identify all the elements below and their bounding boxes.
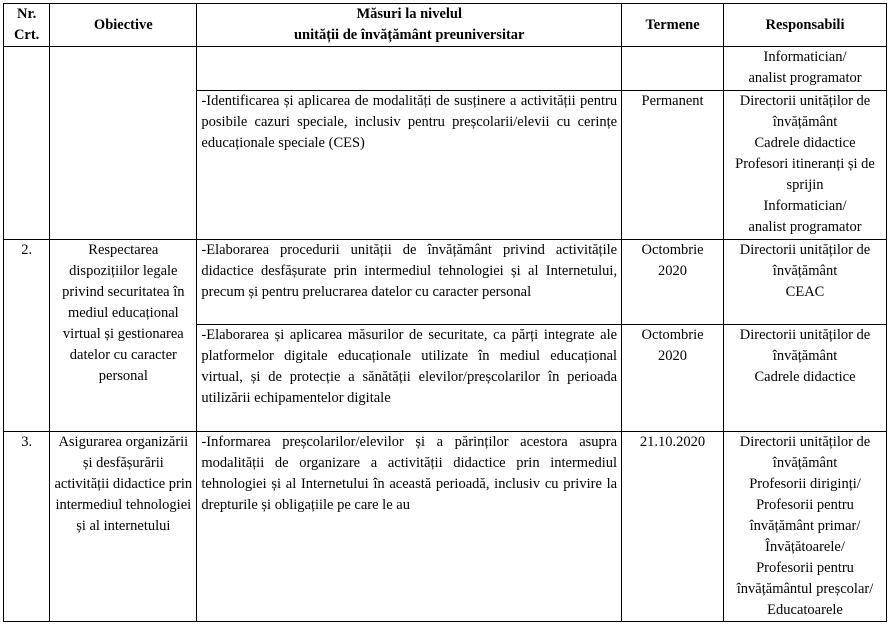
measure-cell: -Elaborarea și aplicarea măsurilor de securitate, ca părți integrate ale platformelor digitale educaționale utilizate în mediul educațional virtual, și de protecție a sănătății elevilor/preșcolarilor în perioada utilizării echipamentelor digitale [197, 325, 622, 432]
header-measures-line2: unității de învățământ preuniversitar [293, 27, 525, 43]
header-measures [197, 4, 622, 47]
term-line: Octombrie [641, 327, 704, 343]
measure-cell [197, 47, 622, 91]
header-measures-line1: Măsuri la nivelul [356, 6, 463, 22]
responsible-line: Directorii unităților de [739, 434, 871, 450]
responsible-line: Profesorii pentru [756, 560, 854, 576]
header-nr-line1: Nr. [17, 6, 37, 22]
responsible-line: Informatician/ [763, 198, 847, 214]
nr-cell: 3. [4, 432, 50, 622]
measures-table [3, 3, 887, 622]
header-nr [4, 4, 50, 47]
responsible-cell [724, 432, 887, 622]
table-row [4, 432, 887, 622]
table-row [4, 240, 887, 325]
responsible-cell [724, 325, 887, 432]
measure-cell: -Identificarea și aplicarea de modalități de susținere a activității pentru posibile cazuri speciale, inclusiv pentru preșcolarii/elevii cu cerințe educaționale speciale (CES) [197, 91, 622, 240]
responsible-cell [724, 47, 887, 91]
responsible-line: învățământ [772, 263, 838, 279]
responsible-line: CEAC [785, 284, 825, 300]
nr-cell: 2. [4, 240, 50, 432]
term-cell: 21.10.2020 [622, 432, 724, 622]
term-cell [622, 240, 724, 325]
term-cell [622, 47, 724, 91]
responsible-line: analist programator [748, 219, 862, 235]
responsible-line: învățământ primar/ [749, 518, 861, 534]
objective-cell [50, 47, 197, 240]
header-row [4, 4, 887, 47]
objective-cell: Asigurarea organizării și desfășurării activității didactice prin intermediul tehnologiei și al internetului [50, 432, 197, 622]
measure-cell: -Elaborarea procedurii unității de învățământ privind activitățile didactice desfășurate prin intermediul tehnologiei și al Internetului, precum și pentru prelucrarea datelor cu caracter personal [197, 240, 622, 325]
responsible-line: Cadrele didactice [754, 135, 856, 151]
objective-cell: Respectarea dispozițiilor legale privind securitatea în mediul educațional virtual și gestionarea datelor cu caracter personal [50, 240, 197, 432]
header-deadlines: Termene [622, 4, 724, 47]
header-responsible: Responsabili [724, 4, 887, 47]
responsible-line: învățământ [772, 348, 838, 364]
responsible-line: învățământ [772, 114, 838, 130]
responsible-line: învățământ [772, 455, 838, 471]
responsible-line: analist programator [748, 70, 862, 86]
term-line: 2020 [658, 263, 688, 279]
responsible-line: Educatoarele [767, 602, 843, 618]
term-cell: Permanent [622, 91, 724, 240]
responsible-cell [724, 240, 887, 325]
responsible-line: Profesori itineranți și de [735, 156, 875, 172]
term-line: Octombrie [641, 242, 704, 258]
responsible-line: Informatician/ [763, 49, 847, 65]
responsible-line: Profesorii pentru [756, 497, 854, 513]
responsible-line: Cadrele didactice [754, 369, 856, 385]
term-cell [622, 325, 724, 432]
responsible-line: Directorii unităților de [739, 93, 871, 109]
responsible-line: Învățătoarele/ [765, 539, 845, 555]
table-row [4, 47, 887, 91]
responsible-line: învățământul preșcolar/ [736, 581, 874, 597]
responsible-line: Directorii unităților de [739, 242, 871, 258]
header-nr-line2: Crt. [13, 27, 40, 43]
responsible-line: Profesorii diriginți/ [749, 476, 861, 492]
nr-cell [4, 47, 50, 240]
header-objective: Obiective [50, 4, 197, 47]
responsible-line: sprijin [786, 177, 824, 193]
responsible-cell [724, 91, 887, 240]
responsible-line: Directorii unităților de [739, 327, 871, 343]
term-line: 2020 [658, 348, 688, 364]
measure-cell: -Informarea preșcolarilor/elevilor și a părinților acestora asupra modalității de organizare a activității didactice prin intermediul tehnologiei și al Internetului în această perioadă, inclusiv cu privire la drepturile și obligațiile pe care le au [197, 432, 622, 622]
